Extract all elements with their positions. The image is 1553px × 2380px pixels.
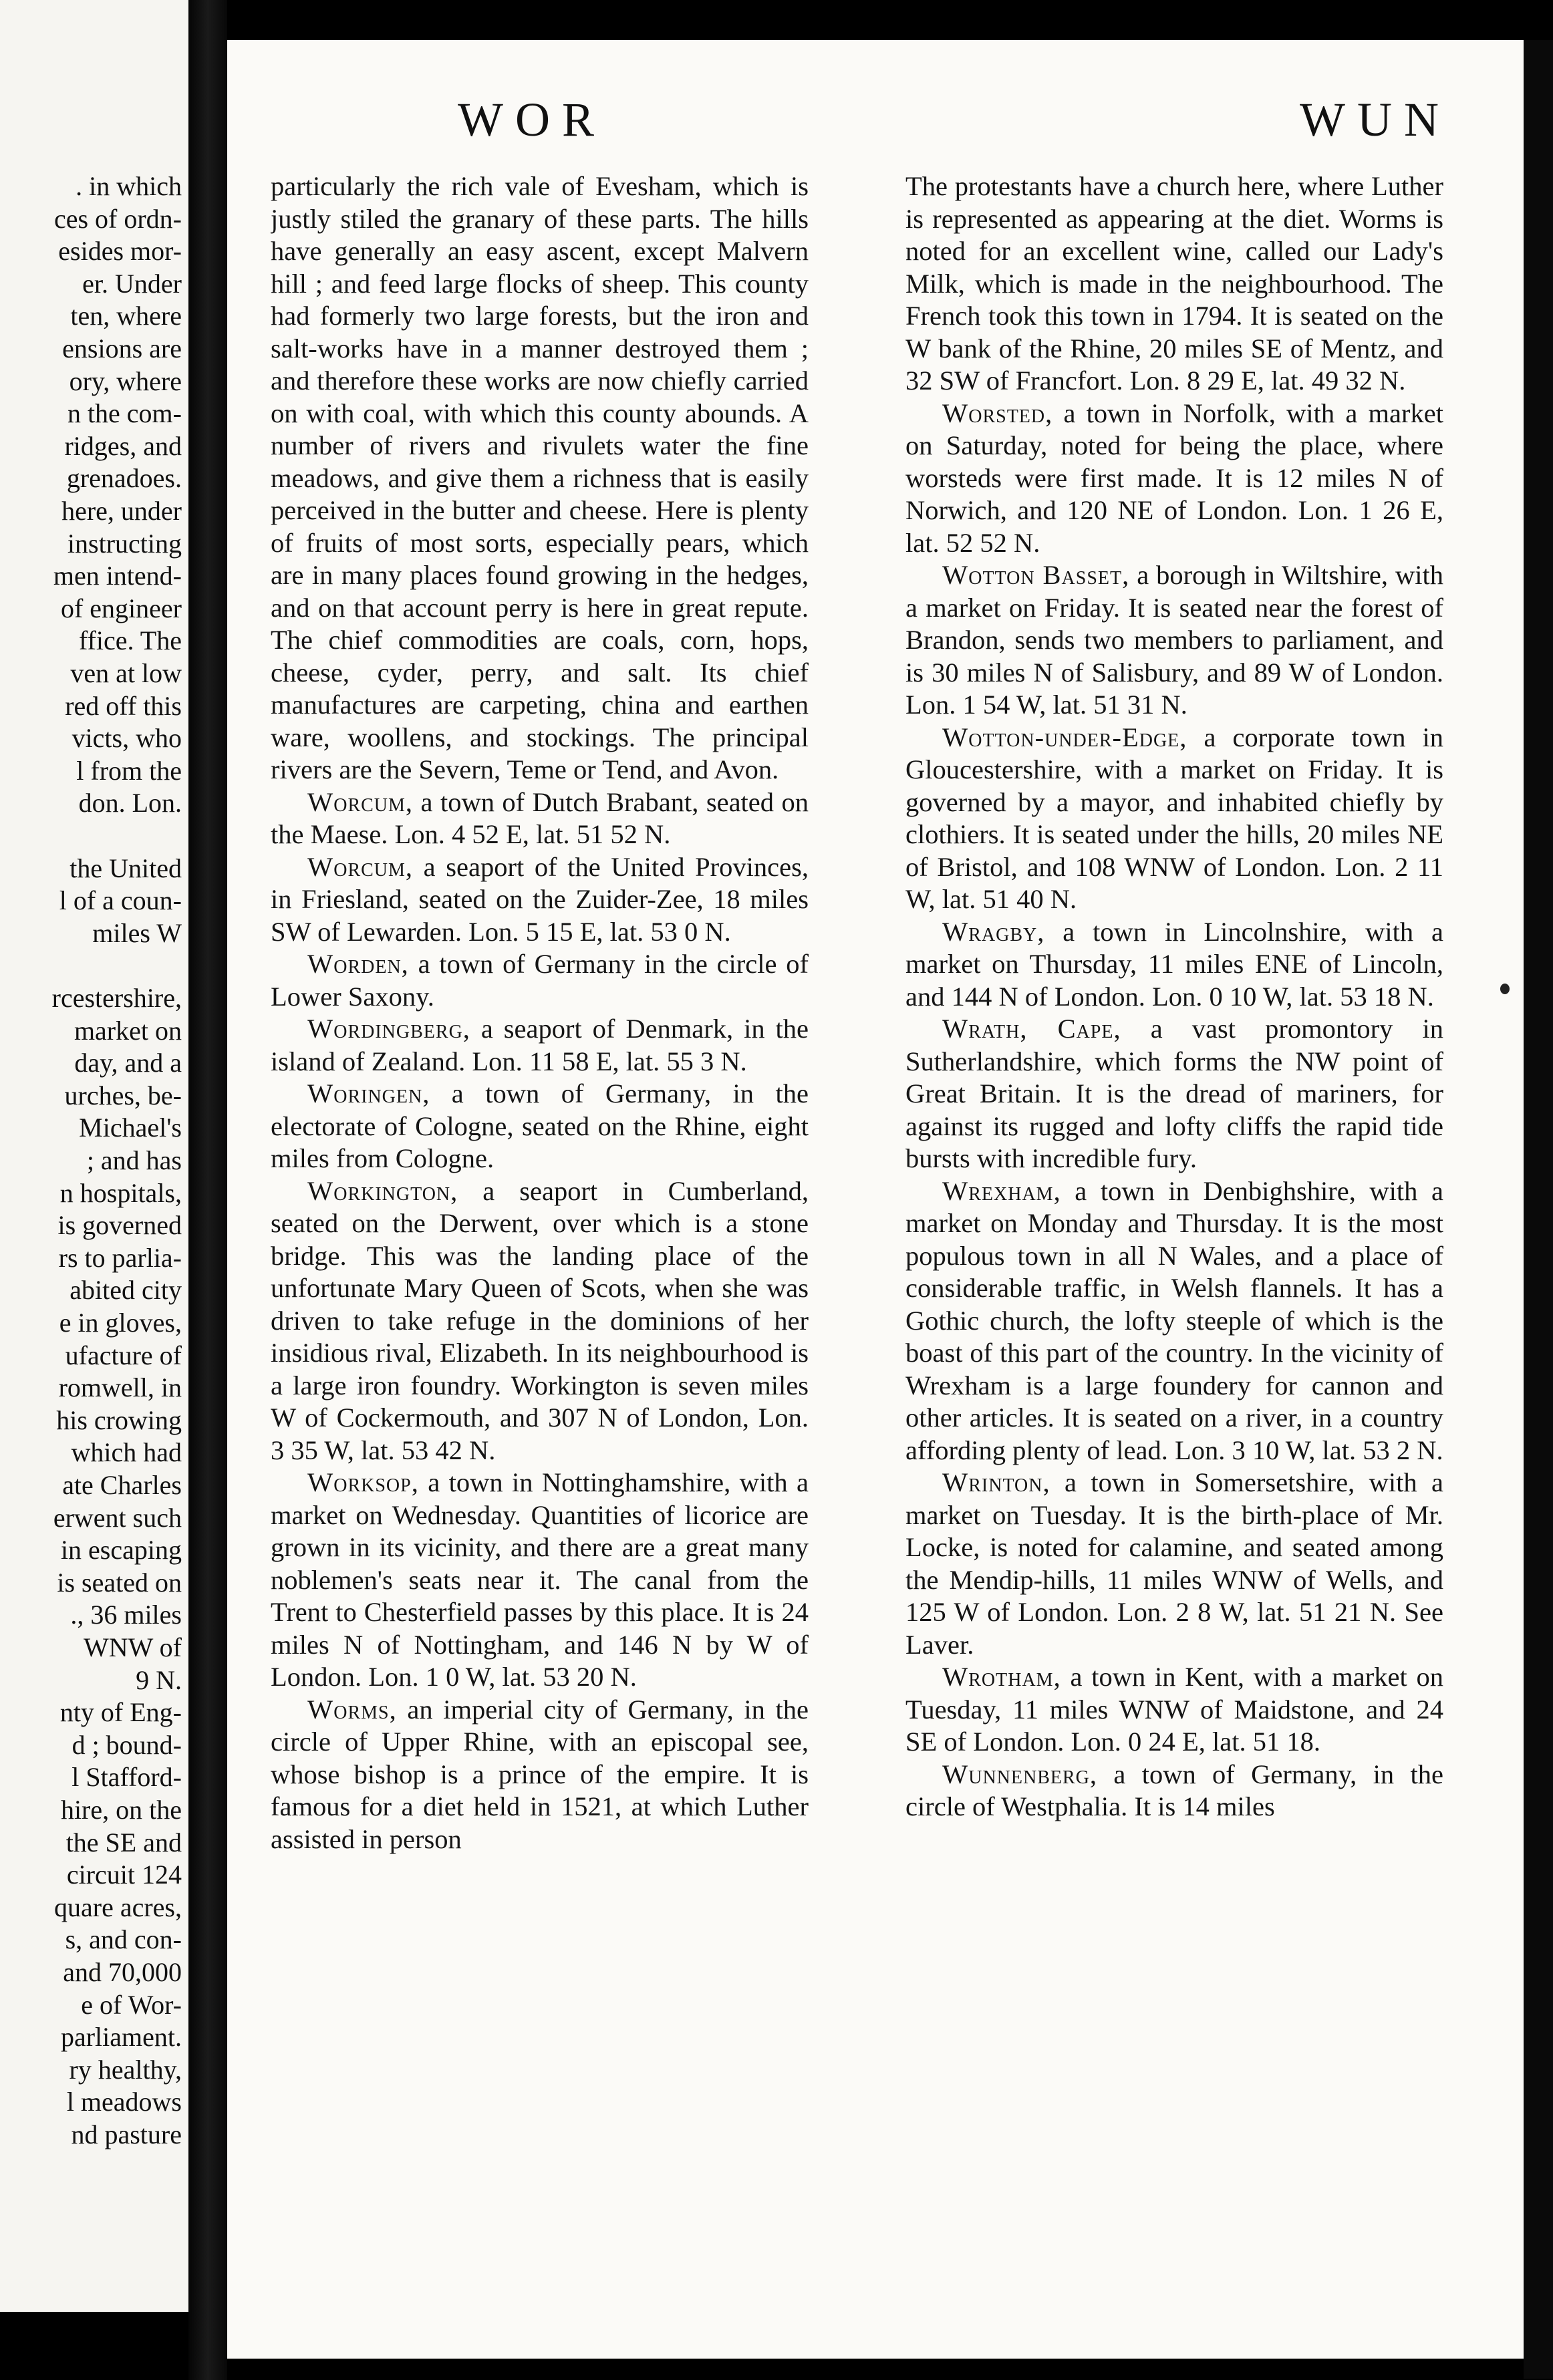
facing-page-line: and 70,000 [63,1957,182,1987]
facing-page-line: ; and has [86,1145,182,1175]
text-column-left [271,170,809,2329]
facing-page-line: l of a coun- [59,885,182,916]
facing-page-line: ry healthy, [69,2054,182,2085]
entry-text: an imperial city of Germany, in the circle of Upper Rhine, with an episcopal see, whose bishop is a prince of the empire. It is famous for a diet held in 1521, at which Luther assisted in person [271,1694,809,1854]
facing-page-line: nd pasture [71,2119,182,2149]
gazetteer-entry [905,1013,1443,1175]
gazetteer-entry [271,1694,809,1856]
entry-headword: Worms, [307,1694,397,1725]
entry-text: a town of Germany in the circle of Lower Saxony. [271,949,809,1012]
entry-text: particularly the rich vale of Evesham, which is justly stiled the granary of these parts. The hills have generally an easy ascent, except Malvern hill ; and feed large flocks of sheep. This county had formerly two large forests, but the iron and salt-works have in a manner destroyed them ; and therefore these works are now chiefly carried on with coal, with which this county abounds. A number of rivers and rivulets water the fine meadows, and give them a richness that is easily perceived in the butter and cheese. Here is plenty of fruits of most sorts, especially pears, which are in many places found growing in the hedges, and on that account perry is here in great repute. The chief commodities are coals, corn, hops, cheese, cyder, perry, and salt. Its chief manufactures are carpeting, china and earthen ware, woollens, and stockings. The principal rivers are the Severn, Teme or Tend, and Avon. [271,171,809,784]
facing-page-fragment [0,0,188,2312]
entry-headword: Woringen, [307,1078,430,1108]
entry-headword: Worsted, [942,398,1053,428]
facing-page-line: abited city [69,1275,182,1306]
facing-page-line: here, under [61,496,182,526]
facing-page-line: Michael's [79,1112,182,1143]
entry-text: a town in Lincolnshire, with a market on Thursday, 11 miles ENE of Lincoln, and 144 N of London. Lon. 0 10 W, lat. 53 18 N. [905,916,1443,1012]
entry-text: a town in Denbighshire, with a market on Monday and Thursday. It is the most populous town in all N Wales, and a place of considerable traffic, in Welsh flannels. It has a Gothic church, the lofty steeple of which is the boast of this part of the country. In the vicinity of Wrexham is a large foundery for cannon and other articles. It is seated on a river, in a country affording plenty of lead. Lon. 3 10 W, lat. 53 2 N. [905,1175,1443,1465]
facing-page-line: is seated on [57,1567,182,1598]
gazetteer-entry [271,851,809,949]
facing-page-line: WNW of [84,1632,182,1662]
facing-page-line: don. Lon. [78,788,182,819]
entry-text: a seaport of Denmark, in the island of Zealand. Lon. 11 58 E, lat. 55 3 N. [271,1014,809,1076]
facing-page-line: romwell, in [58,1372,182,1403]
book-page [227,40,1524,2359]
text-column-right [905,170,1443,2329]
facing-page-line: the United [69,853,182,883]
facing-page-line: erwent such [53,1502,182,1533]
entry-headword: Wotton Basset, [942,560,1130,590]
gazetteer-entry [271,1078,809,1175]
facing-page-line: rs to parlia- [58,1242,182,1273]
entry-text: a town in Kent, with a market on Tuesday, 11 miles WNW of Maidstone, and 24 SE of London. Lon. 0 24 E, lat. 51 18. [905,1662,1443,1757]
entry-text: a borough in Wiltshire, with a market on Friday. It is seated near the forest of Brandon, sends two members to parliament, and is 30 miles N of Salisbury, and 89 W of London. Lon. 1 54 W, lat. 51 31 N. [905,560,1443,720]
running-header-right: WUN [1300,93,1451,146]
facing-page-line: esides mor- [58,236,182,267]
ink-speck [1500,984,1510,994]
entry-headword: Wrath, Cape, [942,1014,1121,1044]
entry-text: a town of Germany, in the electorate of Cologne, seated on the Rhine, eight miles from Cologne. [271,1078,809,1173]
facing-page-line: d ; bound- [72,1729,182,1760]
facing-page-line: n the com- [67,398,182,429]
entry-text: a seaport in Cumberland, seated on the Derwent, over which is a stone bridge. This was the landing place of the unfortunate Mary Queen of Scots, when she was driven to take refuge in the dominions of her insidious rival, Elizabeth. In its neighbourhood is a large iron foundry. Workington is seven miles W of Cockermouth, and 307 N of London, Lon. 3 35 W, lat. 53 42 N. [271,1175,809,1465]
entry-text: a town in Norfolk, with a market on Saturday, noted for being the place, where worsteds were first made. It is 12 miles N of Norwich, and 120 NE of London. Lon. 1 26 E, lat. 52 52 N. [905,398,1443,558]
entry-text: a town in Nottinghamshire, with a market on Wednesday. Quantities of licorice are grown in its vicinity, and there are a great many noblemen's seats near it. The canal from the Trent to Chesterfield passes by this place. It is 24 miles N of Nottingham, and 146 N by W of London. Lon. 1 0 W, lat. 53 20 N. [271,1467,809,1692]
running-header-left: WOR [458,93,606,146]
entry-text: a town in Somersetshire, with a market on Tuesday. It is the birth-place of Mr. Locke, is noted for calamine, and seated among the Mendip-hills, 11 miles WNW of Wells, and 125 W of London. Lon. 2 8 W, lat. 51 21 N. See Laver. [905,1467,1443,1660]
facing-page-line: ces of ordn- [53,203,182,234]
entry-text: a corporate town in Gloucestershire, with a market on Friday. It is governed by a mayor, and inhabited chiefly by clothiers. It is seated under the hills, 20 miles NE of Bristol, and 108 WNW of London. Lon. 2 11 W, lat. 51 40 N. [905,722,1443,914]
gazetteer-entry [271,1467,809,1694]
facing-page-line: 9 N. [136,1664,182,1695]
gazetteer-entry [271,948,809,1013]
entry-text: a vast promontory in Sutherlandshire, which forms the NW point of Great Britain. It is the dread of mariners, for against its rugged and lofty cliffs the rapid tide bursts with incredible fury. [905,1014,1443,1173]
entry-headword: Worden, [307,949,409,979]
facing-page-line: ory, where [69,365,182,396]
facing-page-line: which had [71,1437,182,1468]
entry-headword: Wrexham, [942,1175,1061,1206]
gazetteer-entry [905,559,1443,722]
facing-page-line: hire, on the [60,1795,182,1825]
facing-page-line: . in which [76,171,182,201]
facing-page-line: er. Under [82,268,182,299]
gazetteer-entry [905,916,1443,1014]
gazetteer-entry [905,1759,1443,1823]
gazetteer-entry [905,1467,1443,1661]
facing-page-line: ridges, and [64,430,182,461]
facing-page-line: of engineer [60,593,182,623]
entry-text: a town of Dutch Brabant, seated on the Maese. Lon. 4 52 E, lat. 51 52 N. [271,786,809,849]
entry-headword: Wunnenberg, [942,1759,1098,1789]
book-gutter [188,0,227,2380]
facing-page-line: l Stafford- [72,1762,182,1793]
entry-headword: Worcum, [307,786,414,817]
entry-text: a seaport of the United Provinces, in Friesland, seated on the Zuider-Zee, 18 miles SW of Lewarden. Lon. 5 15 E, lat. 53 0 N. [271,851,809,947]
facing-page-line: market on [74,1015,182,1046]
facing-page-line: men intend- [53,561,182,591]
facing-page-line: quare acres, [54,1892,182,1922]
gazetteer-entry [271,170,809,786]
facing-page-line: ensions are [62,333,182,363]
gazetteer-entry [905,1175,1443,1467]
facing-page-line: e of Wor- [81,1989,182,2020]
page-edge-shadow [1524,40,1553,2379]
gazetteer-entry [905,1661,1443,1759]
facing-page-line: in escaping [60,1535,182,1566]
facing-page-line: ate Charles [62,1470,182,1500]
facing-page-line: e in gloves, [59,1308,182,1338]
gazetteer-entry [271,786,809,851]
facing-page-line: ufacture of [65,1340,182,1370]
entry-headword: Workington, [307,1175,458,1206]
facing-page-line: red off this [65,690,182,721]
facing-page-line: day, and a [74,1048,182,1078]
gazetteer-entry [905,722,1443,916]
entry-headword: Wragby, [942,916,1045,947]
facing-page-line: l from the [76,755,182,786]
facing-page-line: urches, be- [64,1080,182,1110]
gazetteer-entry [905,398,1443,560]
gazetteer-entry [271,1013,809,1078]
entry-text: The protestants have a church here, where Luther is represented as appearing at the diet. Worms is noted for an excellent wine, called our Lady's Milk, which is made in the neighbourhood. The French took this town in 1794. It is seated on the W bank of the Rhine, 20 miles SE of Mentz, and 32 SW of Francfort. Lon. 8 29 E, lat. 49 32 N. [905,171,1443,396]
facing-page-line: nty of Eng- [59,1697,182,1728]
facing-page-line: grenadoes. [66,463,182,494]
facing-page-line: n hospitals, [59,1177,182,1208]
facing-page-line: rcestershire, [51,983,182,1013]
facing-page-line: ten, where [70,301,182,331]
entry-headword: Wrinton, [942,1467,1050,1497]
facing-page-line: l meadows [66,2087,182,2117]
facing-page-line: victs, who [72,723,182,754]
facing-page-line: ven at low [70,658,182,688]
facing-page-line: s, and con- [65,1924,182,1955]
facing-page-line: ., 36 miles [70,1600,182,1630]
facing-page-line: ffice. The [78,625,182,656]
facing-page-line: circuit 124 [66,1860,182,1890]
entry-headword: Wotton-under-Edge, [942,722,1187,752]
entry-headword: Wrotham, [942,1662,1061,1692]
gazetteer-entry [905,170,1443,398]
gazetteer-entry [271,1175,809,1467]
entry-headword: Worksop, [307,1467,419,1497]
facing-page-line: the SE and [65,1827,182,1857]
facing-page-line: his crowing [56,1404,182,1435]
facing-page-line: miles W [92,917,182,948]
facing-page-line: parliament. [60,2022,182,2053]
entry-headword: Wordingberg, [307,1014,470,1044]
entry-text: a town of Germany, in the circle of Westphalia. It is 14 miles [905,1759,1443,1821]
facing-page-line: is governed [57,1210,182,1241]
facing-page-line: instructing [67,528,182,559]
entry-headword: Worcum, [307,851,414,882]
